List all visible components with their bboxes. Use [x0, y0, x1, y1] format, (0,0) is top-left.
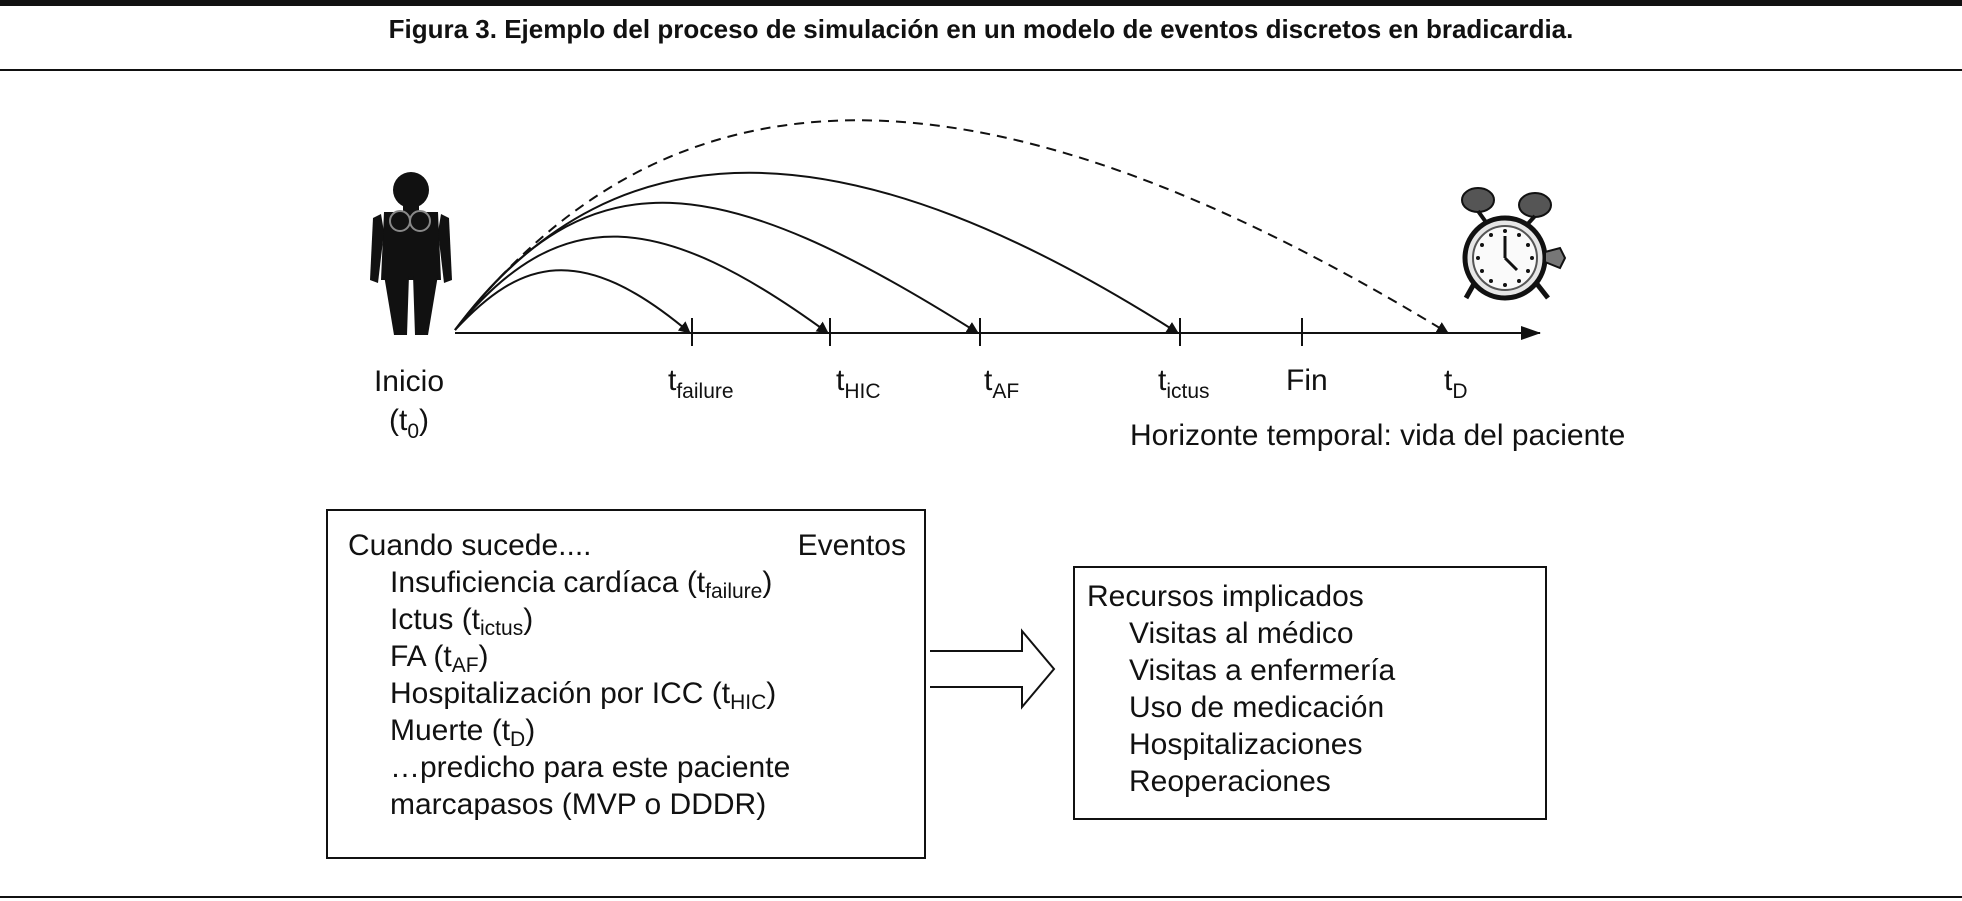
resource-item: Uso de medicación: [1129, 691, 1385, 724]
person-figure-icon: [370, 172, 452, 335]
events-header-right: Eventos: [797, 529, 906, 562]
timeline-diagram: [0, 80, 1962, 560]
tick-label-failure: $t_{failure}$: [668, 364, 734, 403]
resources-box: [1073, 566, 1547, 820]
hollow-arrow-icon: [920, 620, 1060, 730]
start-time-label: $(t_0)$: [388, 404, 430, 443]
bottom-rule: [0, 896, 1962, 898]
resource-item: Reoperaciones: [1129, 765, 1331, 798]
arc-death: [455, 120, 1448, 333]
event-item-death: Muerte $(t_D)$: [390, 714, 536, 751]
caption-rule: [0, 69, 1962, 71]
alarm-clock-icon: [1462, 188, 1565, 298]
events-footer-line2: marcapasos (MVP o DDDR): [390, 788, 767, 821]
start-label: Inicio: [373, 365, 445, 398]
top-rule-thick: [0, 0, 1962, 6]
event-item-hic: Hospitalización por ICC $(t_{HIC})$: [390, 677, 777, 714]
events-box-header: [348, 527, 906, 564]
arc-hic: [455, 237, 828, 333]
figure-caption: Figura 3. Ejemplo del proceso de simulación en un modelo de eventos discretos en bradicardia.: [388, 14, 1574, 44]
tick-label-ictus: $t_{ictus}$: [1158, 364, 1210, 403]
tick-label-hic: $t_{HIC}$: [836, 364, 881, 403]
event-item-af: FA $(t_{AF})$: [390, 640, 489, 677]
event-item-ictus: Ictus $(t_{ictus})$: [390, 603, 534, 640]
events-footer-line1: …predicho para este paciente: [390, 751, 791, 784]
arc-failure: [455, 270, 690, 333]
arc-af: [455, 203, 978, 333]
arc-ictus: [455, 173, 1178, 333]
events-header-left: Cuando sucede....: [348, 529, 592, 562]
resource-item: Visitas a enfermería: [1129, 654, 1396, 687]
events-box: [326, 509, 926, 859]
resource-item: Hospitalizaciones: [1129, 728, 1363, 761]
tick-label-death: $t_D$: [1444, 364, 1468, 403]
event-item-failure: Insuficiencia cardíaca $(t_{failure})$: [390, 566, 773, 603]
resource-item: Visitas al médico: [1129, 617, 1354, 650]
horizon-label: Horizonte temporal: vida del paciente: [1130, 419, 1626, 452]
tick-label-fin: Fin: [1286, 364, 1328, 397]
tick-label-af: $t_{AF}$: [984, 364, 1020, 403]
resources-title: Recursos implicados: [1087, 580, 1364, 613]
